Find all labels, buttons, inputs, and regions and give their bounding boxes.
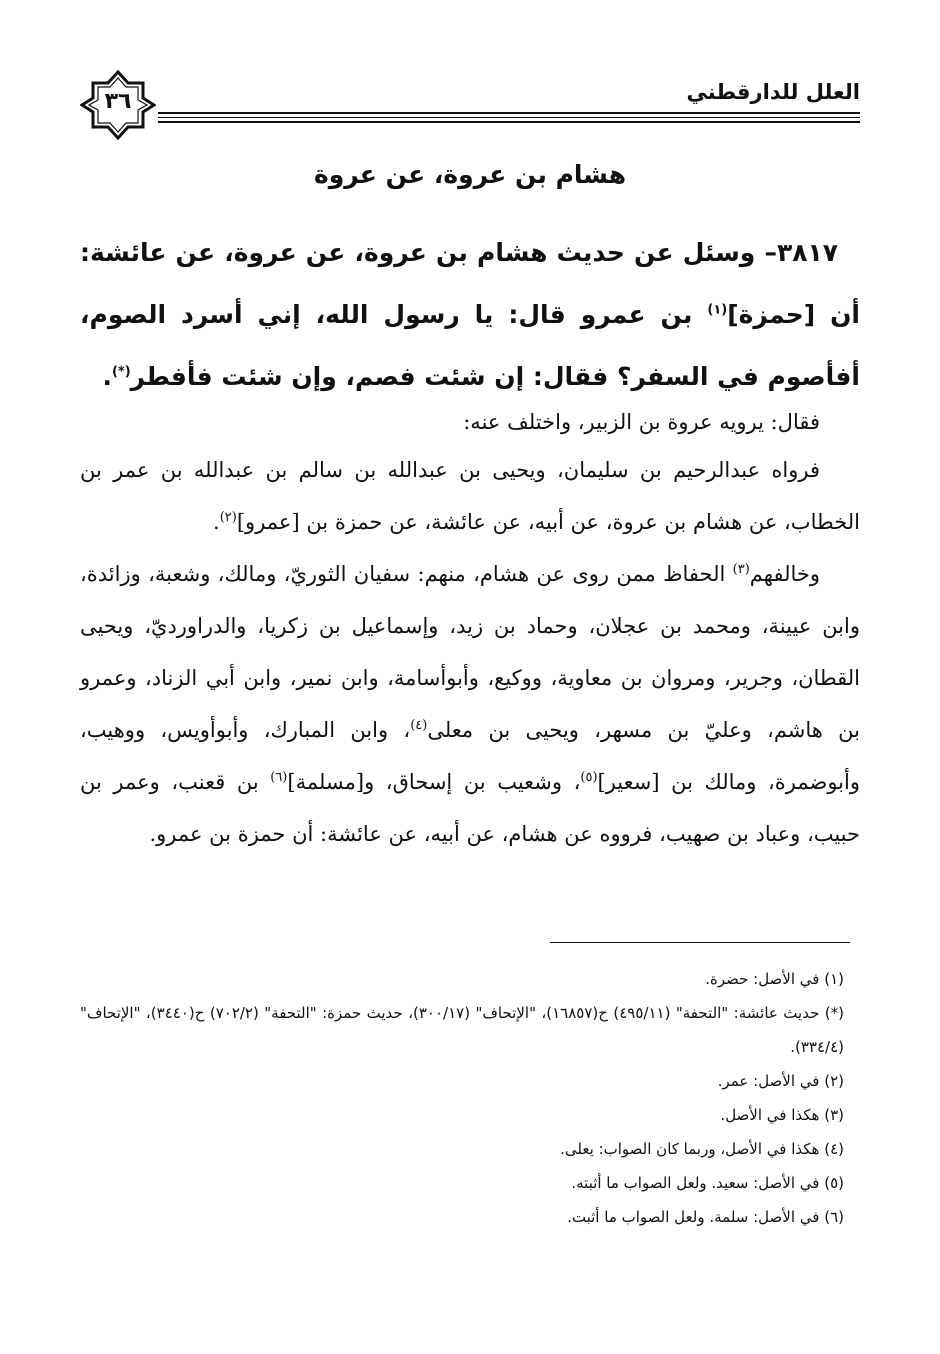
paragraph-text: فقال: يرويه عروة بن الزبير، واختلف عنه: [463, 410, 820, 434]
footnote: (*) حديث عائشة: "التحفة" (٤٩٥/١١) ح(١٦٨٥٧)، "الإتحاف" (٣٠٠/١٧)، حديث حمزة: "التحفة" (٧٠٢/٢) ح(٣٤٤٠)، "الإتحاف" (٣٣٤/٤). [80, 1004, 844, 1056]
paragraph-text: ، وشعيب بن إسحاق، و[مسلمة] [287, 770, 581, 794]
book-title: العلل للدارقطني [686, 80, 860, 104]
page-header [80, 68, 860, 140]
question-text: بن عمرو قال: يا رسول الله، إني أسرد الصوم، أفأصوم في السفر؟ فقال: إن شئت فصم، وإن شئت فأفطر [80, 300, 860, 391]
footnote-ref: (٢) [219, 510, 237, 525]
footnote-ref: (*) [111, 364, 131, 380]
footnote-ref: (٦) [270, 770, 288, 785]
question-text: – وسئل عن حديث هشام بن عروة، عن عروة، عن عائشة: أن [حمزة] [80, 238, 860, 329]
paragraph-text: . [213, 510, 220, 534]
footnote: (٣) هكذا في الأصل. [720, 1106, 844, 1124]
footnotes [80, 962, 860, 1234]
page-number-badge [80, 70, 156, 140]
header-rule [158, 112, 860, 114]
paragraph-text: بن قعنب، وعمر بن حبيب، وعباد بن صهيب، فرووه عن هشام، عن أبيه، عن عائشة: أن حمزة بن عمرو. [80, 770, 860, 846]
entry-question [80, 222, 860, 408]
footnote: (٥) في الأصل: سعيد. ولعل الصواب ما أثبته. [571, 1174, 844, 1192]
paragraph-text: وخالفهم [749, 562, 820, 586]
footnote-ref: (١) [707, 302, 728, 318]
page-number: ٣٦ [104, 89, 132, 114]
paragraph [80, 548, 860, 860]
section-heading: هشام بن عروة، عن عروة [313, 160, 627, 189]
paragraph-text: الحفاظ ممن روى عن هشام، منهم: سفيان الثوريّ، ومالك، وشعبة، وزائدة، وابن عيينة، ومحمد بن عجلان، وحماد بن زيد، وإسماعيل بن زكريا، والدراورديّ، ويحيى القطان، وجرير، ومروان بن معاوية، ووكيع، وأبوأسامة، وابن نمير، وابن أبي الزناد، وعمرو بن هاشم، وعليّ بن مسهر، ويحيى بن معلى [80, 562, 860, 742]
footnote-divider [550, 942, 850, 943]
footnote: (٦) في الأصل: سلمة. ولعل الصواب ما أثبت. [567, 1208, 844, 1226]
question-end: . [102, 362, 112, 391]
header-rule [158, 121, 860, 123]
footnote: (٤) هكذا في الأصل، وربما كان الصواب: يعلى. [560, 1140, 844, 1158]
header-rule [158, 117, 860, 118]
footnote: (٢) في الأصل: عمر. [717, 1072, 844, 1090]
footnote-ref: (٣) [732, 562, 750, 577]
footnote-ref: (٤) [410, 718, 428, 733]
footnote-ref: (٥) [580, 770, 598, 785]
paragraph-text: فرواه عبدالرحيم بن سليمان، ويحيى بن عبدالله بن سالم بن عبدالله بن عمر بن الخطاب، عن هشام بن عروة، عن أبيه، عن عائشة، عن حمزة بن [عمرو] [80, 458, 860, 534]
footnote: (١) في الأصل: حضرة. [705, 970, 844, 988]
entry-number: ٣٨١٧ [776, 238, 838, 267]
paragraph [80, 444, 860, 548]
paragraph [80, 396, 860, 448]
paragraph-text: ، وابن المبارك، وأبوأويس، ووهيب، وأبوضمرة، ومالك بن [سعير] [80, 718, 860, 794]
